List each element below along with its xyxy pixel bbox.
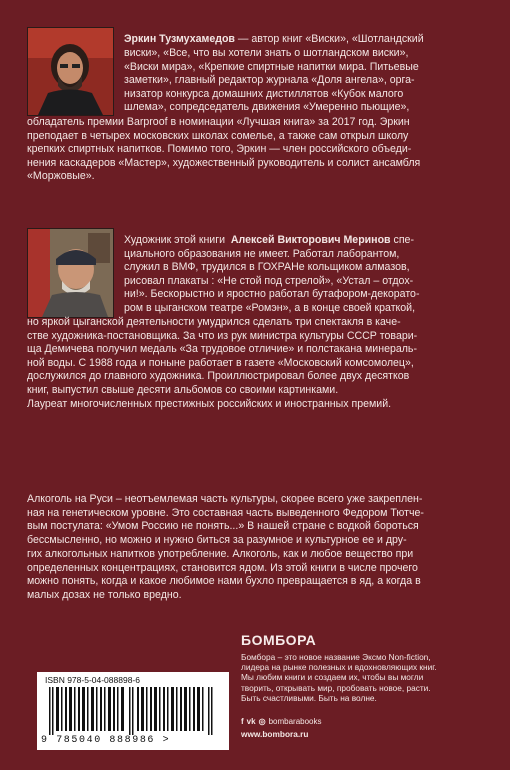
blurb-line: Алкоголь на Руси – неотъемлемая часть культуры, скорее всего уже закреплен-	[27, 493, 423, 505]
author-bio-line: заметки», главный редактор журнала «Доля ангела», орга-	[124, 74, 415, 87]
author-bio-line: «Виски мира», «Крепкие спиртные напитки мира. Питьевые	[124, 60, 419, 73]
illustrator-bio-line: спе-	[390, 234, 414, 246]
publisher-brand: БОМБОРА	[241, 632, 317, 648]
publisher-description	[241, 652, 486, 703]
blurb-line: определенных концентрациях, становится ядом. Из этой книги в числе прочего	[27, 561, 418, 574]
vk-icon[interactable]: vk	[246, 717, 256, 726]
blurb-line: можно понять, когда и какое любимое нами бухло превращается в яд, а когда в	[27, 575, 421, 588]
illustrator-bio-line: книг, выпустил свыше десяти альбомов со своими картинками.	[27, 383, 339, 396]
blurb-line: малых дозах не только вредно.	[27, 588, 182, 601]
facebook-icon[interactable]: f	[241, 717, 244, 726]
publisher-line: Мы любим книги и создаем их, чтобы вы могли	[241, 672, 424, 683]
author-bio-line: низатор конкурса домашних дистиллятов «Кубок малого	[124, 87, 404, 100]
author-bio-line: преподает в четырех московских школах сомелье, а также сам открыл школу	[27, 129, 409, 142]
blurb-line: бессмысленно, но можно и нужно биться за разумное и культурное ее и дру-	[27, 534, 407, 547]
author-bio-line: «Моржовые».	[27, 170, 95, 183]
author-bio	[124, 33, 494, 47]
isbn-barcode	[37, 672, 229, 750]
publisher-website[interactable]: www.bombora.ru	[241, 729, 309, 739]
publisher-line: творить, открывать мир, пробовать новое, расти.	[241, 682, 431, 693]
author-bio-continued	[124, 47, 494, 115]
illustrator-intro: Художник этой книги	[124, 234, 226, 246]
blurb-line: гих алкогольных напитков употребление. Алкоголь, как и любое вещество при	[27, 547, 414, 560]
illustrator-bio	[124, 234, 496, 316]
author-bio-line: крепких спиртных напитков. Помимо того, Эркин — член российского объеди-	[27, 143, 412, 156]
social-handle[interactable]: bombarabooks	[268, 717, 322, 726]
author-name: Эркин Тузмухамедов	[124, 33, 235, 45]
illustrator-bio-line: ща Демичева получил медаль «За трудовое отличие» и полстакана минераль-	[27, 343, 417, 356]
illustrator-bio-line: служил в ВМФ, трудился в ГОХРАНе кольщиком алмазов,	[124, 261, 410, 274]
author-bio-line: шлема», сопредседатель движения «Умеренно пьющие»,	[124, 101, 410, 114]
author-photo	[27, 27, 114, 116]
illustrator-bio-line: дослужился до главного художника. Проиллюстрировал более двух десятков	[27, 370, 410, 383]
illustrator-bio-line: циального образования не имеет. Работал лаборантом,	[124, 247, 400, 260]
publisher-line: Быть счастливыми. Быть на волне.	[241, 692, 377, 703]
social-links	[241, 717, 321, 726]
illustrator-bio-line: ром в цыганском театре «Ромэн», а в конце своей краткой,	[124, 301, 416, 314]
illustrator-bio-line: рисовал плакаты : «Не стой под стрелой», «Устал – отдох-	[124, 274, 414, 287]
barcode-number: 9 785040 888986 >	[41, 735, 171, 746]
blurb-line: ная на генетическом уровне. Это составная часть выведенного Федором Тютче-	[27, 506, 424, 519]
author-bio-full-width	[27, 116, 497, 184]
publisher-line: Бомбора – это новое название Эксмо Non-fiction,	[241, 652, 431, 662]
illustrator-bio-line: но яркой цыганской деятельности умудрился сделать три спектакля в каче-	[27, 316, 401, 328]
instagram-icon[interactable]: ◎	[258, 717, 266, 726]
author-bio-line: — автор книг «Виски», «Шотландский	[234, 33, 424, 45]
illustrator-bio-line: ной воды. С 1988 года и поныне работает в газете «Московский комсомолец»,	[27, 356, 414, 369]
author-bio-line: нения каскадеров «Мастер», художественный руководитель и солист ансамбля	[27, 156, 421, 169]
author-bio-line: виски», «Все, что вы хотели знать о шотландском виски»,	[124, 47, 409, 59]
book-blurb	[27, 493, 502, 603]
illustrator-bio-full-width	[27, 316, 502, 411]
illustrator-name: Алексей Викторович Меринов	[230, 234, 391, 246]
author-bio-line: обладатель премии Barproof в номинации «Лучшая книга» за 2017 год. Эркин	[27, 116, 410, 128]
illustrator-bio-line: стве художника-постановщика. За что из рук министра культуры СССР товари-	[27, 329, 418, 342]
isbn-label: ISBN 978-5-04-088898-6	[45, 675, 140, 685]
publisher-line: лидера на рынке полезных и вдохновляющих книг.	[241, 662, 437, 673]
illustrator-bio-line: ни!». Бескорыстно и яростно работал бутафором-декорато-	[124, 288, 420, 301]
illustrator-bio-line: Лауреат многочисленных престижных российских и иностранных премий.	[27, 397, 392, 410]
blurb-line: вым постулата: «Умом Россию не понять...» В нашей стране с водкой бороться	[27, 520, 419, 533]
illustrator-photo	[27, 228, 114, 318]
barcode-bars	[45, 687, 221, 735]
